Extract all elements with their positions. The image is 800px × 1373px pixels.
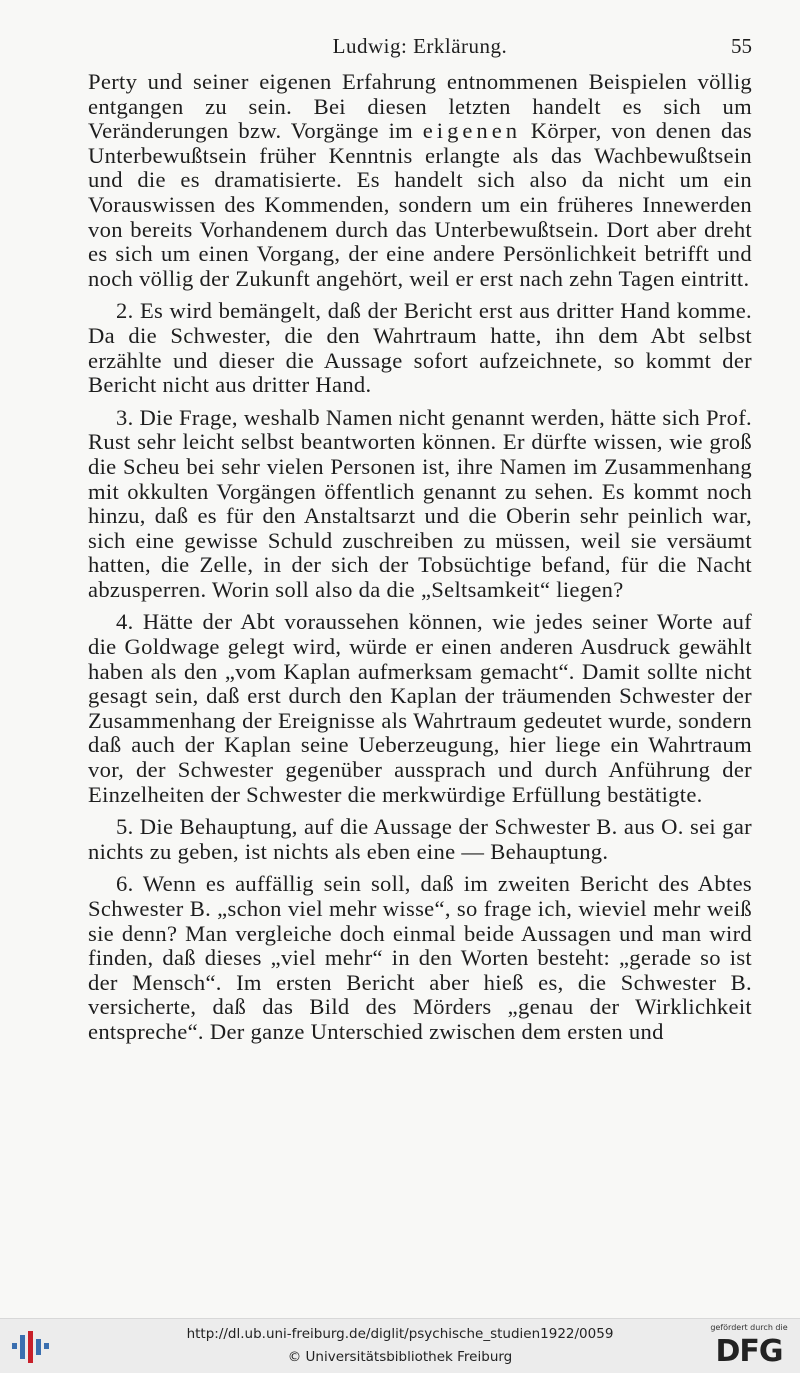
permalink-url[interactable]: http://dl.ub.uni-freiburg.de/diglit/psychische_studien1922/0059 — [186, 1326, 614, 1342]
paragraph-6: 6. Wenn es auffällig sein soll, daß im zweiten Bericht des Abtes Schwester B. „schon viel mehr wisse“, so frage ich, wieviel mehr weiß sie denn? Man vergleiche doch einmal beide Aussagen und man wird finden, daß dieses „viel mehr“ in den Worten besteht: „gerade so ist der Mensch“. Im ersten Bericht aber hieß es, die Schwester B. versicherte, daß das Bild des Mörders „genau der Wirklichkeit entspreche“. Der ganze Unterschied zwischen dem ersten und — [88, 871, 752, 1044]
paragraph-text: Körper, von denen das Unterbewußtsein früher Kenntnis erlangte als das Wachbewußtsein und die es dramatisierte. Es handelt sich also da nicht um ein Vorauswissen des Kommenden, sondern um ein früheres Innewerden von bereits Vorhandenem durch das Unterbewußtsein. Dort aber dreht es sich um einen Vorgang, der eine andere Persönlichkeit betrifft und noch völlig der Zukunft angehört, weil er erst nach zehn Tagen eintritt. — [88, 118, 752, 291]
paragraph-4: 4. Hätte der Abt voraussehen können, wie jedes seiner Worte auf die Goldwage gelegt wird, würde er einen anderen Ausdruck gewählt haben als den „vom Kaplan aufmerksam gemacht“. Damit sollte nicht gesagt sein, daß erst durch den Kaplan der träumenden Schwester der Zusammenhang der Ereignisse als Wahrtraum gedeutet wurde, sondern daß auch der Kaplan seine Ueberzeugung, hier liege ein Wahrtraum vor, der Schwester gegenüber aussprach und durch Anführung der Einzelheiten der Schwester die merkwürdige Erfüllung bestätigte. — [88, 609, 752, 807]
paragraph-text: Perty und seiner eigenen Erfahrung entnommenen Beispielen völlig entgangen zu sein. Bei diesen letzten handelt es sich um Veränderungen bzw. Vorgänge im — [88, 69, 752, 144]
paragraph-5: 5. Die Behauptung, auf die Aussage der Schwester B. aus O. sei gar nichts zu geben, ist nichts als eben eine — Behauptung. — [88, 814, 752, 864]
paragraph-2: 2. Es wird bemängelt, daß der Bericht erst aus dritter Hand komme. Da die Schwester, die den Wahrtraum hatte, ihn dem Abt selbst erzählte und dieser die Aussage sofort aufzeichnete, so kommt der Bericht nicht aus dritter Hand. — [88, 298, 752, 398]
page-header — [88, 34, 752, 60]
paragraph-3: 3. Die Frage, weshalb Namen nicht genannt werden, hätte sich Prof. Rust sehr leicht selbst beantworten können. Er dürfte wissen, wie groß die Scheu bei sehr vielen Personen ist, ihre Namen im Zusammenhang mit okkulten Vorgängen öffentlich genannt zu sehen. Es kommt noch hinzu, daß es für den Anstaltsarzt und die Oberin sehr peinlich war, sich eine gewisse Schuld zuschreiben zu müssen, weil sie versäumt hatten, die Zelle, in der sich der Tobsüchtige befand, für die Nacht abzusperren. Worin soll also da die „Seltsamkeit“ liegen? — [88, 404, 752, 602]
dfg-caption: gefördert durch die — [710, 1323, 788, 1332]
page-number: 55 — [731, 34, 752, 58]
dfg-logo — [706, 1323, 792, 1369]
dfg-logo-text: DFG — [715, 1334, 783, 1369]
paragraph-continuation — [88, 70, 752, 291]
emphasized-word: eigenen — [422, 118, 522, 144]
body-text — [88, 70, 752, 1053]
running-head: Ludwig: Erklärung. — [332, 34, 508, 58]
viewer-footer — [0, 1318, 800, 1373]
copyright-notice: © Universitätsbibliothek Freiburg — [287, 1349, 513, 1365]
